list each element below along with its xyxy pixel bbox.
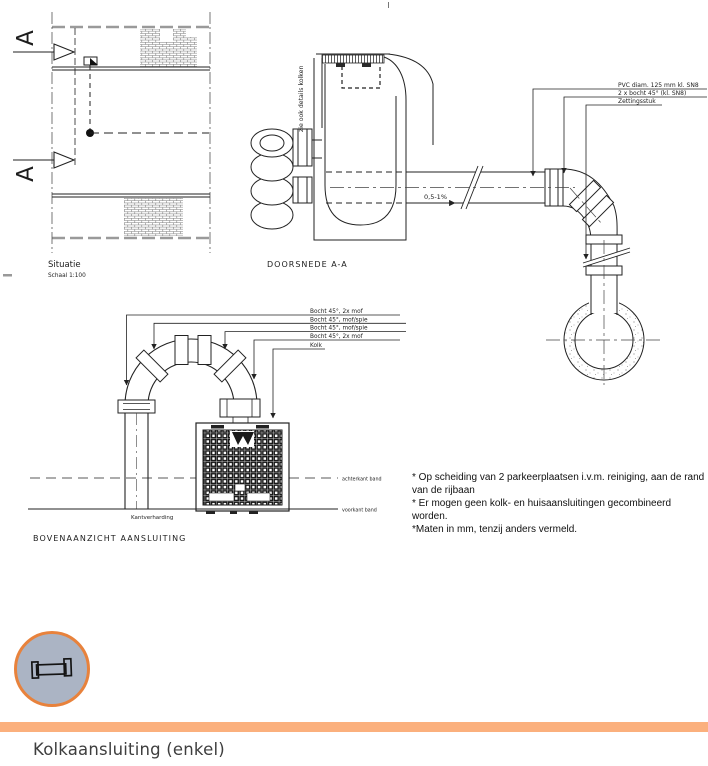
doorsnede-caption: DOORSNEDE A-A	[267, 260, 348, 269]
category-badge	[14, 631, 90, 707]
callout-bocht-1: Bocht 45°, 2x mof	[310, 309, 363, 315]
slope-label: 0,5-1%	[424, 193, 447, 201]
achterkant-band-label: achterkant band	[342, 477, 382, 483]
kantverharding-label: Kantverharding	[131, 515, 174, 521]
section-marker-a-top: A	[13, 30, 39, 46]
bovenaanzicht-caption: BOVENAANZICHT AANSLUITING	[33, 534, 187, 543]
section-arrow-top	[54, 44, 74, 60]
situatie-plan-view	[3, 2, 389, 279]
page-title: Kolkaansluiting (enkel)	[33, 740, 225, 759]
side-note: zie ook details kolken	[298, 65, 305, 132]
callout-bocht-45: 2 x bocht 45° (kl. SN8)	[618, 90, 687, 97]
note-line: * Op scheiding van 2 parkeerplaatsen i.v.m. reiniging, aan de rand van de rijbaan	[412, 472, 705, 496]
callout-kolk: Kolk	[310, 343, 323, 349]
voorkant-band-label: voorkant band	[342, 508, 377, 514]
situatie-caption: Situatie	[48, 260, 81, 270]
callout-bocht-2: Bocht 45°, mof/spie	[310, 317, 368, 324]
note-line: * Er mogen geen kolk- en huisaansluitingen gecombineerd worden.	[412, 497, 672, 522]
callout-pvc-pipe: PVC diam. 125 mm kl. SN8	[618, 82, 699, 89]
bovenaanzicht-top-view	[28, 309, 406, 543]
margin-tick	[3, 274, 12, 277]
callout-bocht-3: Bocht 45°, mof/spie	[310, 325, 368, 332]
notes	[412, 472, 706, 537]
callout-bocht-4: Bocht 45°, 2x mof	[310, 334, 363, 340]
callout-zettingsstuk: Zettingsstuk	[618, 98, 656, 105]
accent-bar	[0, 722, 708, 732]
situatie-scale: Schaal 1:100	[48, 273, 86, 279]
section-marker-a-bottom: A	[13, 166, 39, 182]
pipe-coupling-icon	[29, 655, 75, 683]
note-line: *Maten in mm, tenzij anders vermeld.	[412, 523, 578, 535]
top-tick	[388, 2, 389, 8]
section-arrow-bottom	[54, 152, 74, 168]
